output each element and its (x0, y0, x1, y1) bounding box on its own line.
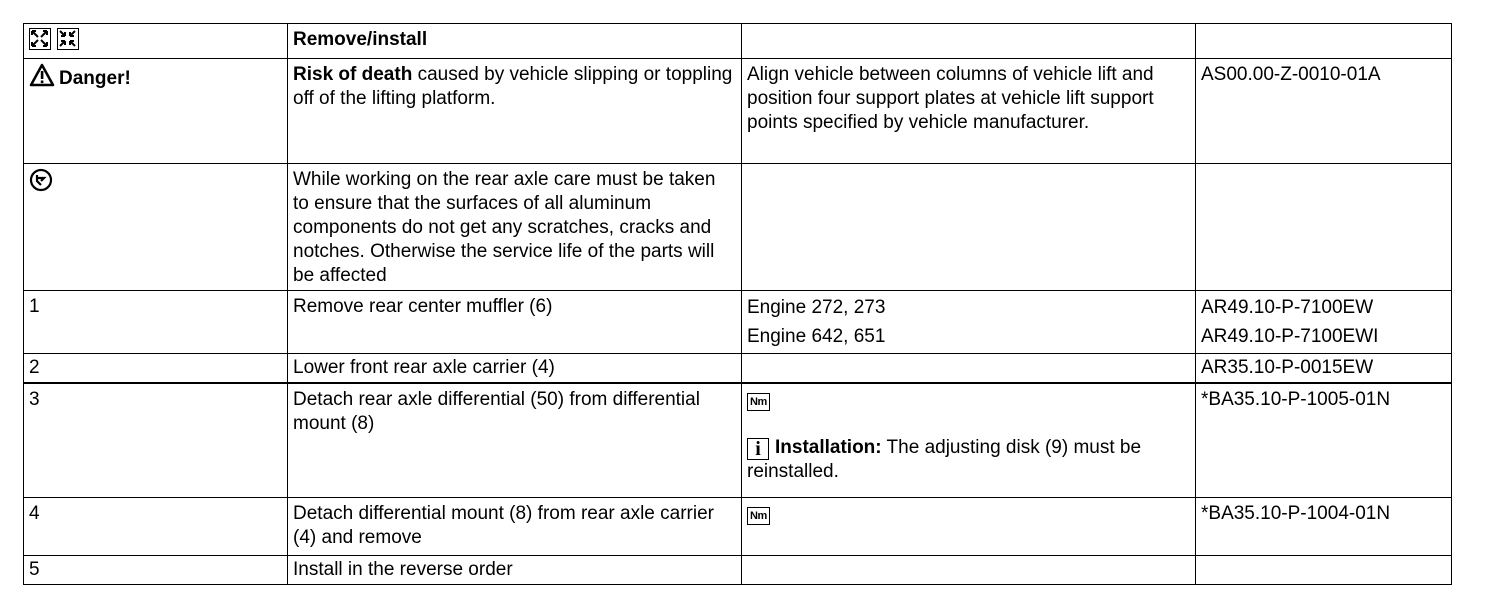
notice-icon (29, 168, 51, 190)
step-details (742, 291, 1196, 354)
step-ref-link[interactable]: AR35.10-P-0015EW (1196, 354, 1452, 384)
step-action: Install in the reverse order (288, 555, 742, 584)
note-empty-cell (742, 164, 1196, 291)
danger-reference[interactable]: AS00.00-Z-0010-01A (1196, 59, 1452, 164)
info-icon: i (747, 438, 769, 460)
step-number: 4 (24, 497, 288, 555)
step-action: Detach rear axle differential (50) from differential mount (8) (288, 383, 742, 497)
note-icon-cell (24, 164, 288, 291)
torque-nm-icon[interactable]: Nm (747, 507, 770, 525)
header-empty-cell (742, 24, 1196, 59)
table-row (24, 354, 1452, 384)
step-detail: Engine 642, 651 (747, 326, 886, 347)
installation-note (747, 436, 1190, 484)
installation-label: Installation: (775, 437, 882, 458)
header-row (24, 24, 1452, 59)
table-row (24, 555, 1452, 584)
collapse-icon[interactable] (57, 28, 79, 50)
step-details (742, 383, 1196, 497)
danger-row (24, 59, 1452, 164)
spacer (747, 412, 1190, 436)
step-ref-link[interactable]: AR49.10-P-7100EW (1201, 297, 1374, 318)
header-title: Remove/install (288, 24, 742, 59)
table-row (24, 383, 1452, 497)
installation-text: The adjusting disk (9) must be reinstalled. (747, 437, 1142, 482)
step-ref-link[interactable]: AR49.10-P-7100EWI (1201, 326, 1379, 347)
step-refs (1196, 555, 1452, 584)
note-text: While working on the rear axle care must be taken to ensure that the surfaces of all aluminum components do not get any scratches, cracks and notches. Otherwise the service life of the parts will be affected (288, 164, 742, 291)
header-empty-cell (1196, 24, 1452, 59)
warning-triangle-icon (29, 63, 55, 94)
step-action: Remove rear center muffler (6) (288, 291, 742, 354)
table-row (24, 497, 1452, 555)
procedure-table (23, 23, 1452, 585)
danger-risk-cell (288, 59, 742, 164)
step-ref-link[interactable]: *BA35.10-P-1004-01N (1196, 497, 1452, 555)
risk-bold: Risk of death (293, 64, 413, 85)
step-action: Lower front rear axle carrier (4) (288, 354, 742, 384)
note-row (24, 164, 1452, 291)
danger-label-cell (24, 59, 288, 164)
step-number: 3 (24, 383, 288, 497)
expand-icon[interactable] (29, 28, 51, 50)
note-empty-cell (1196, 164, 1452, 291)
step-number: 2 (24, 354, 288, 384)
table-row (24, 291, 1452, 354)
step-number: 5 (24, 555, 288, 584)
step-details (742, 497, 1196, 555)
step-details (742, 354, 1196, 384)
step-details (742, 555, 1196, 584)
step-refs (1196, 291, 1452, 354)
danger-label: Danger! (59, 68, 131, 89)
header-icons-cell (24, 24, 288, 59)
torque-nm-icon[interactable]: Nm (747, 393, 770, 411)
step-number: 1 (24, 291, 288, 354)
risk-text: caused by vehicle slipping or toppling off of the lifting platform. (293, 64, 733, 109)
step-detail: Engine 272, 273 (747, 297, 886, 318)
step-action: Detach differential mount (8) from rear axle carrier (4) and remove (288, 497, 742, 555)
danger-instruction: Align vehicle between columns of vehicle lift and position four support plates at vehicle lift support points specified by vehicle manufacturer. (742, 59, 1196, 164)
step-ref-link[interactable]: *BA35.10-P-1005-01N (1196, 383, 1452, 497)
